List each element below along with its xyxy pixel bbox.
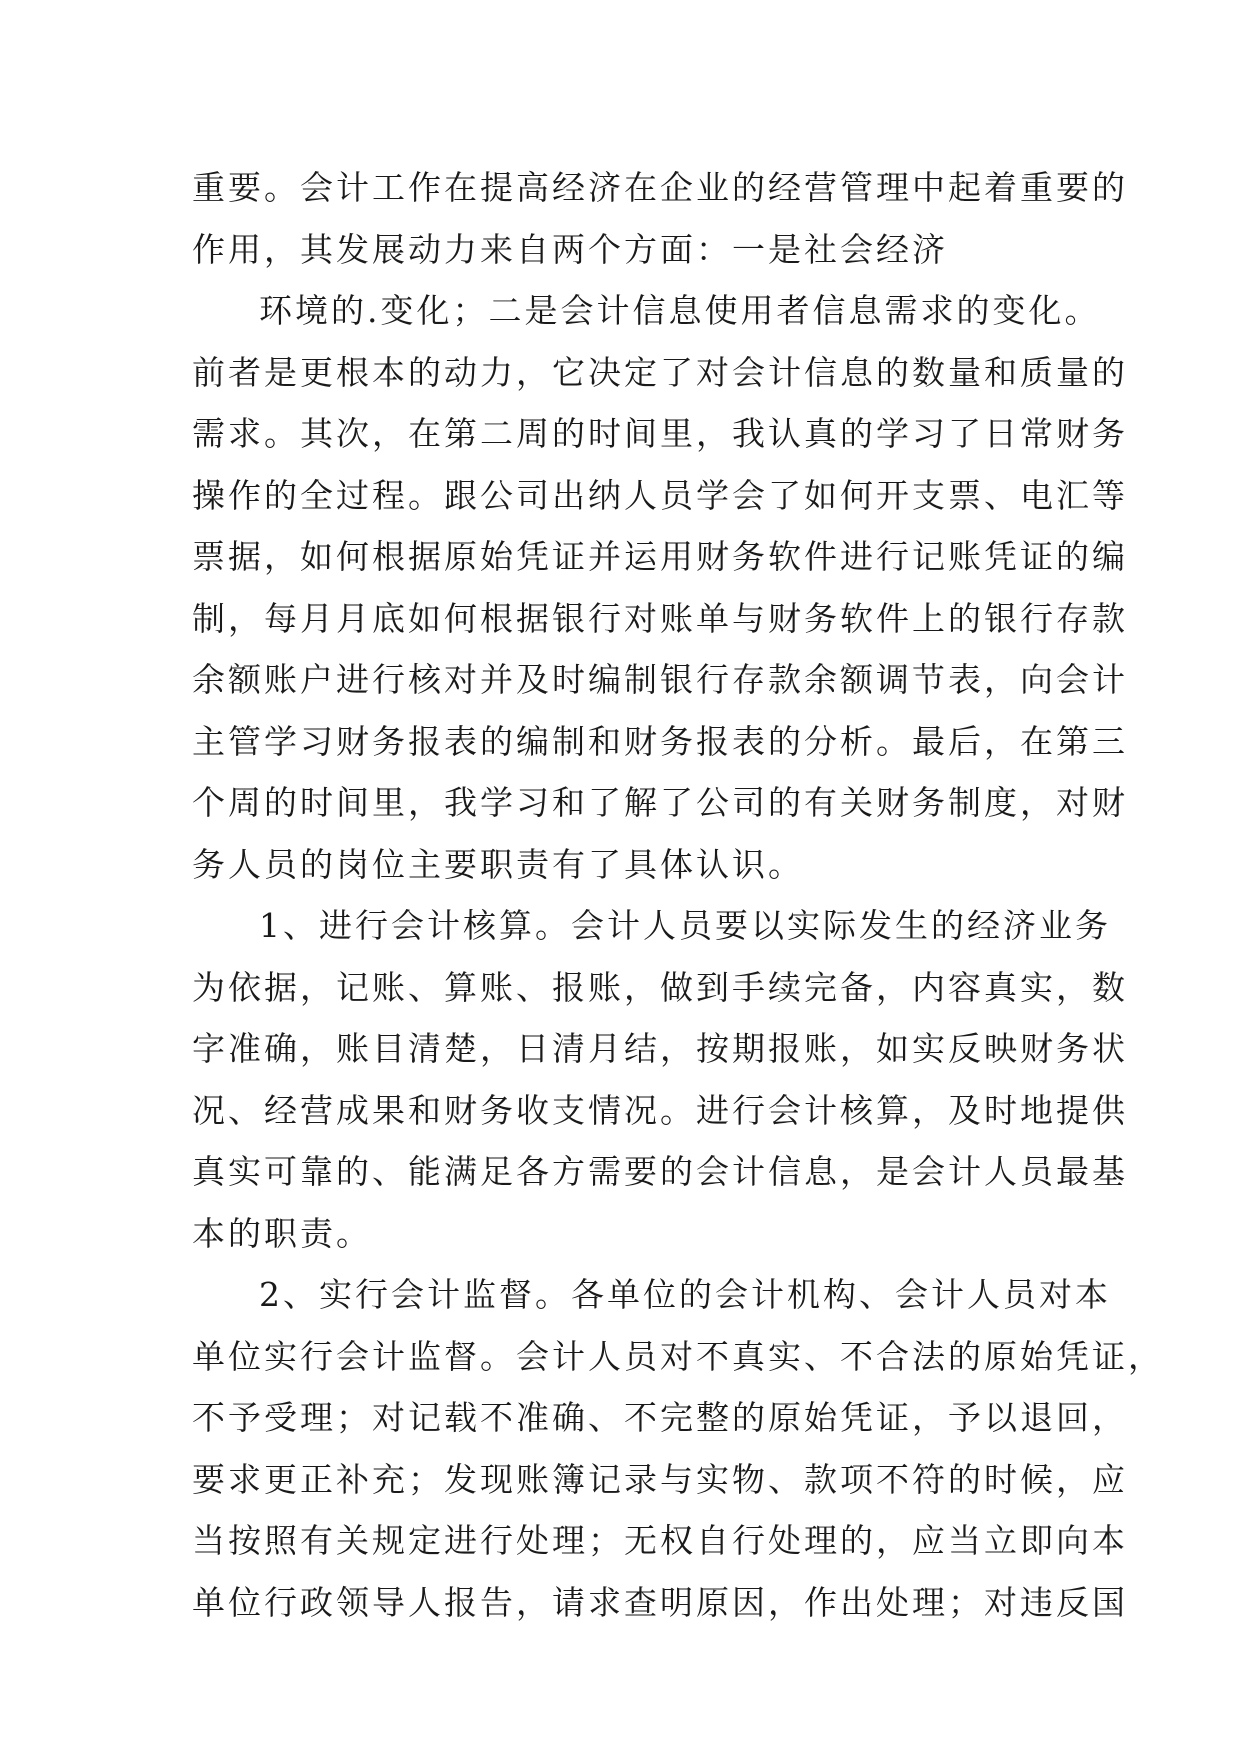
body-text xyxy=(192,157,1164,1633)
text-line: 2、实行会计监督。各单位的会计机构、会计人员对本 xyxy=(259,1275,1111,1314)
text-line: 主管学习财务报表的编制和财务报表的分析。最后，在第三 xyxy=(192,721,1128,761)
text-line: 重要。会计工作在提高经济在企业的经营管理中起着重要的 xyxy=(192,168,1128,207)
text-line: 环境的.变化；二是会计信息使用者信息需求的变化。 xyxy=(259,291,1101,330)
text-line: 本的职责。 xyxy=(192,1213,372,1253)
text-line: 当按照有关规定进行处理；无权自行处理的，应当立即向本 xyxy=(192,1521,1128,1560)
text-line: 要求更正补充；发现账簿记录与实物、款项不符的时候，应 xyxy=(192,1459,1128,1499)
text-line: 单位行政领导人报告，请求查明原因，作出处理；对违反国 xyxy=(192,1582,1128,1622)
text-line: 不予受理；对记载不准确、不完整的原始凭证，予以退回， xyxy=(192,1398,1128,1437)
text-line: 况、经营成果和财务收支情况。进行会计核算，及时地提供 xyxy=(192,1090,1128,1130)
text-line: 个周的时间里，我学习和了解了公司的有关财务制度，对财 xyxy=(192,783,1128,822)
text-line: 制，每月月底如何根据银行对账单与财务软件上的银行存款 xyxy=(192,598,1128,638)
text-line: 务人员的岗位主要职责有了具体认识。 xyxy=(192,844,804,884)
text-line: 1、进行会计核算。会计人员要以实际发生的经济业务 xyxy=(259,906,1111,945)
text-line: 操作的全过程。跟公司出纳人员学会了如何开支票、电汇等 xyxy=(192,475,1128,515)
text-line: 单位实行会计监督。会计人员对不真实、不合法的原始凭证， xyxy=(192,1336,1164,1376)
text-line: 作用，其发展动力来自两个方面：一是社会经济 xyxy=(192,229,948,269)
text-line: 字准确，账目清楚，日清月结，按期报账，如实反映财务状 xyxy=(192,1029,1128,1068)
text-line: 前者是更根本的动力，它决定了对会计信息的数量和质量的 xyxy=(192,352,1128,392)
text-line: 真实可靠的、能满足各方需要的会计信息，是会计人员最基 xyxy=(192,1152,1128,1191)
text-line: 为依据，记账、算账、报账，做到手续完备，内容真实，数 xyxy=(192,967,1128,1007)
text-line: 需求。其次，在第二周的时间里，我认真的学习了日常财务 xyxy=(192,414,1128,453)
text-line: 余额账户进行核对并及时编制银行存款余额调节表，向会计 xyxy=(192,660,1128,699)
text-line: 票据，如何根据原始凭证并运用财务软件进行记账凭证的编 xyxy=(192,537,1128,576)
